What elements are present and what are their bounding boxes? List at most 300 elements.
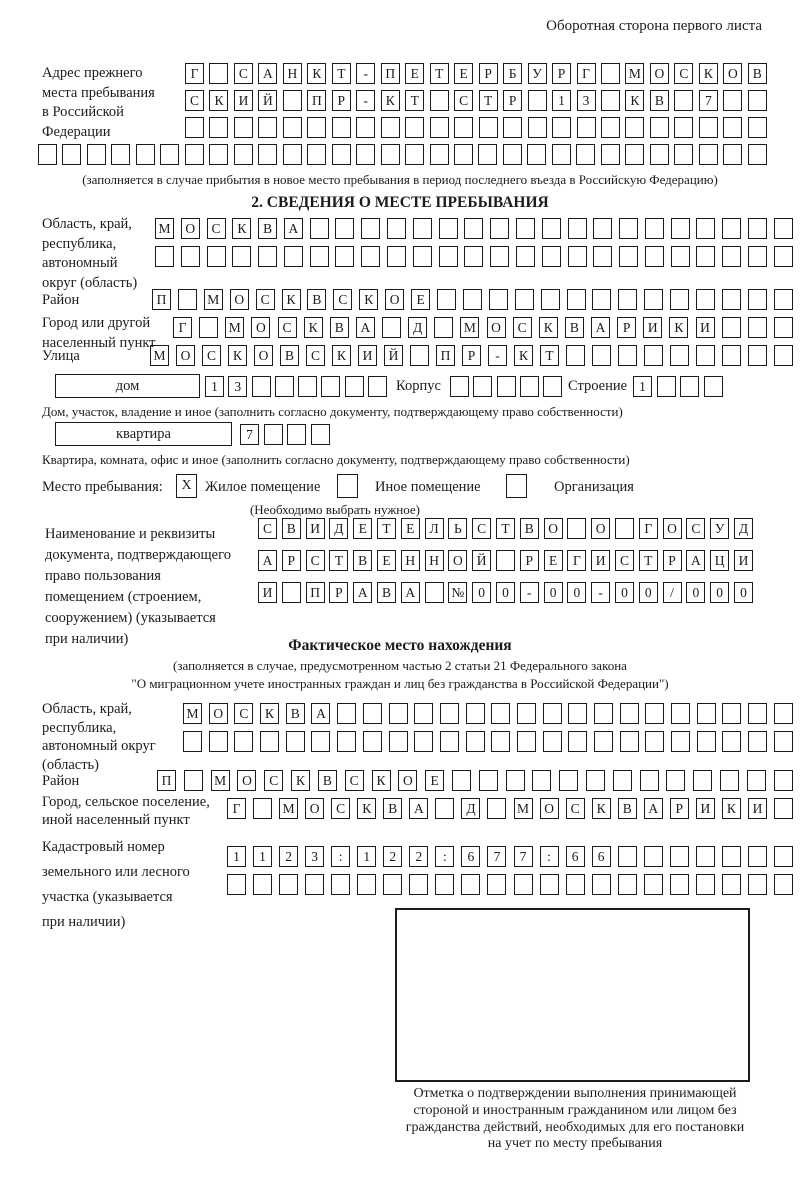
- char-box[interactable]: [674, 90, 693, 111]
- char-box[interactable]: К: [332, 345, 351, 366]
- char-box[interactable]: [87, 144, 106, 165]
- char-box[interactable]: [253, 798, 272, 819]
- char-box[interactable]: М: [514, 798, 533, 819]
- char-box[interactable]: [275, 376, 294, 397]
- char-box[interactable]: Т: [329, 550, 348, 571]
- char-box[interactable]: [670, 846, 689, 867]
- char-box[interactable]: 1: [633, 376, 652, 397]
- char-box[interactable]: -: [520, 582, 539, 603]
- char-box[interactable]: [748, 703, 767, 724]
- char-box[interactable]: [155, 246, 174, 267]
- char-box[interactable]: Р: [329, 582, 348, 603]
- char-box[interactable]: [414, 731, 433, 752]
- char-box[interactable]: Р: [503, 90, 522, 111]
- char-box[interactable]: 0: [710, 582, 729, 603]
- char-box[interactable]: С: [306, 550, 325, 571]
- char-box[interactable]: [774, 703, 793, 724]
- char-box[interactable]: К: [359, 289, 378, 310]
- char-box[interactable]: М: [211, 770, 230, 791]
- char-box[interactable]: И: [734, 550, 753, 571]
- char-box[interactable]: -: [488, 345, 507, 366]
- char-box[interactable]: [774, 289, 793, 310]
- char-box[interactable]: [361, 218, 380, 239]
- char-box[interactable]: [283, 90, 302, 111]
- char-box[interactable]: Ь: [448, 518, 467, 539]
- char-box[interactable]: [566, 874, 585, 895]
- char-box[interactable]: [722, 874, 741, 895]
- char-box[interactable]: О: [398, 770, 417, 791]
- char-box[interactable]: С: [306, 345, 325, 366]
- char-box[interactable]: [430, 144, 449, 165]
- char-box[interactable]: [335, 218, 354, 239]
- char-box[interactable]: [311, 424, 330, 445]
- char-box[interactable]: К: [592, 798, 611, 819]
- char-box[interactable]: [258, 144, 277, 165]
- char-box[interactable]: Т: [540, 345, 559, 366]
- char-box[interactable]: [671, 246, 690, 267]
- char-box[interactable]: [185, 117, 204, 138]
- char-box[interactable]: [478, 144, 497, 165]
- char-box[interactable]: [722, 317, 741, 338]
- char-box[interactable]: [568, 246, 587, 267]
- char-box[interactable]: Р: [552, 63, 571, 84]
- char-box[interactable]: [671, 731, 690, 752]
- char-box[interactable]: [496, 550, 515, 571]
- char-box[interactable]: [625, 144, 644, 165]
- char-box[interactable]: [357, 874, 376, 895]
- char-box[interactable]: И: [358, 345, 377, 366]
- char-box[interactable]: 7: [240, 424, 259, 445]
- char-box[interactable]: А: [591, 317, 610, 338]
- char-box[interactable]: -: [356, 63, 375, 84]
- char-box[interactable]: В: [286, 703, 305, 724]
- char-box[interactable]: [748, 874, 767, 895]
- char-box[interactable]: [356, 144, 375, 165]
- char-box[interactable]: [774, 846, 793, 867]
- char-box[interactable]: [514, 874, 533, 895]
- char-box[interactable]: :: [435, 846, 454, 867]
- char-box[interactable]: П: [157, 770, 176, 791]
- char-box[interactable]: [576, 144, 595, 165]
- char-box[interactable]: Ц: [710, 550, 729, 571]
- checkbox-inoe[interactable]: [337, 474, 358, 498]
- char-box[interactable]: [645, 703, 664, 724]
- char-box[interactable]: 0: [639, 582, 658, 603]
- char-box[interactable]: [720, 770, 739, 791]
- char-box[interactable]: №: [448, 582, 467, 603]
- char-box[interactable]: Р: [462, 345, 481, 366]
- char-box[interactable]: С: [202, 345, 221, 366]
- char-box[interactable]: [430, 117, 449, 138]
- char-box[interactable]: [619, 246, 638, 267]
- char-box[interactable]: [697, 731, 716, 752]
- checkbox-zhiloe[interactable]: X: [176, 474, 197, 498]
- char-box[interactable]: [699, 144, 718, 165]
- char-box[interactable]: М: [204, 289, 223, 310]
- char-box[interactable]: [696, 345, 715, 366]
- char-box[interactable]: 0: [496, 582, 515, 603]
- char-box[interactable]: [136, 144, 155, 165]
- char-box[interactable]: [722, 289, 741, 310]
- char-box[interactable]: С: [185, 90, 204, 111]
- char-box[interactable]: С: [566, 798, 585, 819]
- char-box[interactable]: [592, 874, 611, 895]
- char-box[interactable]: [487, 798, 506, 819]
- char-box[interactable]: М: [625, 63, 644, 84]
- char-box[interactable]: [644, 846, 663, 867]
- char-box[interactable]: А: [311, 703, 330, 724]
- char-box[interactable]: В: [565, 317, 584, 338]
- char-box[interactable]: [310, 218, 329, 239]
- char-box[interactable]: [696, 874, 715, 895]
- char-box[interactable]: К: [307, 63, 326, 84]
- char-box[interactable]: [722, 846, 741, 867]
- char-box[interactable]: Т: [332, 63, 351, 84]
- char-box[interactable]: [650, 144, 669, 165]
- char-box[interactable]: [586, 770, 605, 791]
- char-box[interactable]: 0: [615, 582, 634, 603]
- char-box[interactable]: [748, 246, 767, 267]
- char-box[interactable]: [674, 117, 693, 138]
- char-box[interactable]: [644, 345, 663, 366]
- char-box[interactable]: [209, 731, 228, 752]
- char-box[interactable]: [542, 218, 561, 239]
- char-box[interactable]: Т: [496, 518, 515, 539]
- char-box[interactable]: [543, 731, 562, 752]
- char-box[interactable]: С: [454, 90, 473, 111]
- char-box[interactable]: 7: [487, 846, 506, 867]
- char-box[interactable]: К: [372, 770, 391, 791]
- char-box[interactable]: В: [618, 798, 637, 819]
- char-box[interactable]: О: [487, 317, 506, 338]
- char-box[interactable]: [234, 117, 253, 138]
- char-box[interactable]: 1: [552, 90, 571, 111]
- char-box[interactable]: [286, 731, 305, 752]
- char-box[interactable]: В: [650, 90, 669, 111]
- char-box[interactable]: А: [258, 550, 277, 571]
- char-box[interactable]: [413, 218, 432, 239]
- char-box[interactable]: [307, 117, 326, 138]
- char-box[interactable]: [644, 874, 663, 895]
- char-box[interactable]: К: [260, 703, 279, 724]
- char-box[interactable]: В: [330, 317, 349, 338]
- char-box[interactable]: Т: [405, 90, 424, 111]
- char-box[interactable]: П: [436, 345, 455, 366]
- char-box[interactable]: [435, 798, 454, 819]
- char-box[interactable]: 1: [253, 846, 272, 867]
- char-box[interactable]: 6: [461, 846, 480, 867]
- char-box[interactable]: [774, 874, 793, 895]
- char-box[interactable]: [439, 246, 458, 267]
- char-box[interactable]: [532, 770, 551, 791]
- char-box[interactable]: С: [472, 518, 491, 539]
- char-box[interactable]: А: [686, 550, 705, 571]
- char-box[interactable]: [645, 731, 664, 752]
- char-box[interactable]: [693, 770, 712, 791]
- char-box[interactable]: [160, 144, 179, 165]
- char-box[interactable]: Т: [479, 90, 498, 111]
- char-box[interactable]: В: [280, 345, 299, 366]
- char-box[interactable]: А: [353, 582, 372, 603]
- char-box[interactable]: [680, 376, 699, 397]
- char-box[interactable]: [619, 218, 638, 239]
- char-box[interactable]: [528, 117, 547, 138]
- char-box[interactable]: К: [722, 798, 741, 819]
- char-box[interactable]: [594, 703, 613, 724]
- char-box[interactable]: [723, 90, 742, 111]
- char-box[interactable]: [748, 90, 767, 111]
- char-box[interactable]: В: [377, 582, 396, 603]
- char-box[interactable]: Р: [670, 798, 689, 819]
- char-box[interactable]: [671, 703, 690, 724]
- char-box[interactable]: [337, 703, 356, 724]
- char-box[interactable]: [670, 289, 689, 310]
- char-box[interactable]: [490, 246, 509, 267]
- char-box[interactable]: Й: [472, 550, 491, 571]
- char-box[interactable]: [618, 846, 637, 867]
- char-box[interactable]: 0: [686, 582, 705, 603]
- char-box[interactable]: [601, 117, 620, 138]
- char-box[interactable]: [748, 345, 767, 366]
- char-box[interactable]: [425, 582, 444, 603]
- char-box[interactable]: А: [258, 63, 277, 84]
- char-box[interactable]: [405, 117, 424, 138]
- char-box[interactable]: С: [234, 63, 253, 84]
- char-box[interactable]: Е: [454, 63, 473, 84]
- char-box[interactable]: [552, 144, 571, 165]
- char-box[interactable]: [383, 874, 402, 895]
- char-box[interactable]: В: [318, 770, 337, 791]
- char-box[interactable]: [696, 846, 715, 867]
- char-box[interactable]: О: [448, 550, 467, 571]
- char-box[interactable]: [541, 289, 560, 310]
- char-box[interactable]: Е: [405, 63, 424, 84]
- char-box[interactable]: [234, 144, 253, 165]
- char-box[interactable]: 6: [592, 846, 611, 867]
- char-box[interactable]: М: [460, 317, 479, 338]
- char-box[interactable]: 0: [472, 582, 491, 603]
- char-box[interactable]: [774, 218, 793, 239]
- char-box[interactable]: 2: [383, 846, 402, 867]
- char-box[interactable]: [722, 218, 741, 239]
- char-box[interactable]: [363, 703, 382, 724]
- char-box[interactable]: [356, 117, 375, 138]
- char-box[interactable]: [479, 770, 498, 791]
- char-box[interactable]: [185, 144, 204, 165]
- char-box[interactable]: [463, 289, 482, 310]
- char-box[interactable]: С: [207, 218, 226, 239]
- char-box[interactable]: [440, 731, 459, 752]
- char-box[interactable]: О: [209, 703, 228, 724]
- char-box[interactable]: [199, 317, 218, 338]
- char-box[interactable]: [258, 117, 277, 138]
- char-box[interactable]: С: [234, 703, 253, 724]
- char-box[interactable]: [497, 376, 516, 397]
- char-box[interactable]: :: [540, 846, 559, 867]
- char-box[interactable]: К: [669, 317, 688, 338]
- char-box[interactable]: Р: [332, 90, 351, 111]
- char-box[interactable]: [387, 246, 406, 267]
- char-box[interactable]: [466, 731, 485, 752]
- char-box[interactable]: [439, 218, 458, 239]
- char-box[interactable]: [696, 246, 715, 267]
- char-box[interactable]: [410, 345, 429, 366]
- char-box[interactable]: [414, 703, 433, 724]
- char-box[interactable]: [437, 289, 456, 310]
- char-box[interactable]: [645, 218, 664, 239]
- char-box[interactable]: [452, 770, 471, 791]
- char-box[interactable]: 0: [567, 582, 586, 603]
- char-box[interactable]: [111, 144, 130, 165]
- char-box[interactable]: О: [650, 63, 669, 84]
- char-box[interactable]: [389, 703, 408, 724]
- char-box[interactable]: О: [254, 345, 273, 366]
- char-box[interactable]: [311, 731, 330, 752]
- char-box[interactable]: У: [528, 63, 547, 84]
- char-box[interactable]: [723, 117, 742, 138]
- char-box[interactable]: В: [383, 798, 402, 819]
- char-box[interactable]: [461, 874, 480, 895]
- char-box[interactable]: Г: [185, 63, 204, 84]
- char-box[interactable]: [487, 874, 506, 895]
- char-box[interactable]: [209, 117, 228, 138]
- char-box[interactable]: О: [305, 798, 324, 819]
- char-box[interactable]: [287, 424, 306, 445]
- char-box[interactable]: Т: [639, 550, 658, 571]
- char-box[interactable]: [722, 731, 741, 752]
- char-box[interactable]: [503, 117, 522, 138]
- char-box[interactable]: [696, 289, 715, 310]
- char-box[interactable]: [748, 144, 767, 165]
- char-box[interactable]: [234, 731, 253, 752]
- char-box[interactable]: 7: [699, 90, 718, 111]
- char-box[interactable]: [774, 317, 793, 338]
- char-box[interactable]: К: [514, 345, 533, 366]
- char-box[interactable]: 1: [205, 376, 224, 397]
- char-box[interactable]: [552, 117, 571, 138]
- char-box[interactable]: Г: [173, 317, 192, 338]
- char-box[interactable]: Р: [663, 550, 682, 571]
- char-box[interactable]: Д: [408, 317, 427, 338]
- char-box[interactable]: Н: [283, 63, 302, 84]
- char-box[interactable]: [310, 246, 329, 267]
- char-box[interactable]: Р: [282, 550, 301, 571]
- char-box[interactable]: [491, 703, 510, 724]
- char-box[interactable]: О: [181, 218, 200, 239]
- char-box[interactable]: С: [331, 798, 350, 819]
- char-box[interactable]: П: [306, 582, 325, 603]
- char-box[interactable]: [440, 703, 459, 724]
- char-box[interactable]: М: [155, 218, 174, 239]
- char-box[interactable]: И: [696, 317, 715, 338]
- char-box[interactable]: [62, 144, 81, 165]
- char-box[interactable]: [264, 424, 283, 445]
- char-box[interactable]: [567, 289, 586, 310]
- char-box[interactable]: [387, 218, 406, 239]
- char-box[interactable]: [601, 144, 620, 165]
- char-box[interactable]: О: [723, 63, 742, 84]
- char-box[interactable]: [592, 345, 611, 366]
- char-box[interactable]: 0: [734, 582, 753, 603]
- char-box[interactable]: Е: [544, 550, 563, 571]
- char-box[interactable]: /: [663, 582, 682, 603]
- char-box[interactable]: 1: [357, 846, 376, 867]
- char-box[interactable]: Е: [377, 550, 396, 571]
- char-box[interactable]: С: [345, 770, 364, 791]
- char-box[interactable]: [389, 731, 408, 752]
- char-box[interactable]: [568, 731, 587, 752]
- char-box[interactable]: [381, 144, 400, 165]
- char-box[interactable]: С: [686, 518, 705, 539]
- char-box[interactable]: [337, 731, 356, 752]
- stamp-area-box[interactable]: [395, 908, 750, 1082]
- char-box[interactable]: [618, 345, 637, 366]
- char-box[interactable]: [748, 117, 767, 138]
- char-box[interactable]: [568, 703, 587, 724]
- char-box[interactable]: О: [591, 518, 610, 539]
- char-box[interactable]: Р: [617, 317, 636, 338]
- char-box[interactable]: [527, 144, 546, 165]
- char-box[interactable]: О: [176, 345, 195, 366]
- char-box[interactable]: У: [710, 518, 729, 539]
- char-box[interactable]: Н: [425, 550, 444, 571]
- char-box[interactable]: :: [331, 846, 350, 867]
- char-box[interactable]: Т: [377, 518, 396, 539]
- char-box[interactable]: Н: [401, 550, 420, 571]
- char-box[interactable]: [382, 317, 401, 338]
- char-box[interactable]: К: [625, 90, 644, 111]
- char-box[interactable]: [435, 874, 454, 895]
- char-box[interactable]: К: [282, 289, 301, 310]
- char-box[interactable]: [593, 246, 612, 267]
- char-box[interactable]: [650, 117, 669, 138]
- char-box[interactable]: [566, 345, 585, 366]
- char-box[interactable]: [332, 144, 351, 165]
- char-box[interactable]: [434, 317, 453, 338]
- char-box[interactable]: [674, 144, 693, 165]
- char-box[interactable]: Р: [479, 63, 498, 84]
- char-box[interactable]: -: [356, 90, 375, 111]
- char-box[interactable]: А: [284, 218, 303, 239]
- char-box[interactable]: [517, 731, 536, 752]
- char-box[interactable]: [454, 144, 473, 165]
- char-box[interactable]: [722, 246, 741, 267]
- char-box[interactable]: [321, 376, 340, 397]
- char-box[interactable]: [503, 144, 522, 165]
- char-box[interactable]: [748, 846, 767, 867]
- char-box[interactable]: М: [150, 345, 169, 366]
- char-box[interactable]: [528, 90, 547, 111]
- char-box[interactable]: [489, 289, 508, 310]
- char-box[interactable]: [625, 117, 644, 138]
- char-box[interactable]: [209, 63, 228, 84]
- char-box[interactable]: [184, 770, 203, 791]
- char-box[interactable]: [696, 218, 715, 239]
- char-box[interactable]: П: [307, 90, 326, 111]
- char-box[interactable]: [405, 144, 424, 165]
- char-box[interactable]: [413, 246, 432, 267]
- char-box[interactable]: С: [615, 550, 634, 571]
- char-box[interactable]: [723, 144, 742, 165]
- char-box[interactable]: [618, 874, 637, 895]
- char-box[interactable]: [645, 246, 664, 267]
- char-box[interactable]: [516, 246, 535, 267]
- char-box[interactable]: 3: [228, 376, 247, 397]
- char-box[interactable]: [479, 117, 498, 138]
- char-box[interactable]: С: [333, 289, 352, 310]
- char-box[interactable]: В: [520, 518, 539, 539]
- char-box[interactable]: М: [225, 317, 244, 338]
